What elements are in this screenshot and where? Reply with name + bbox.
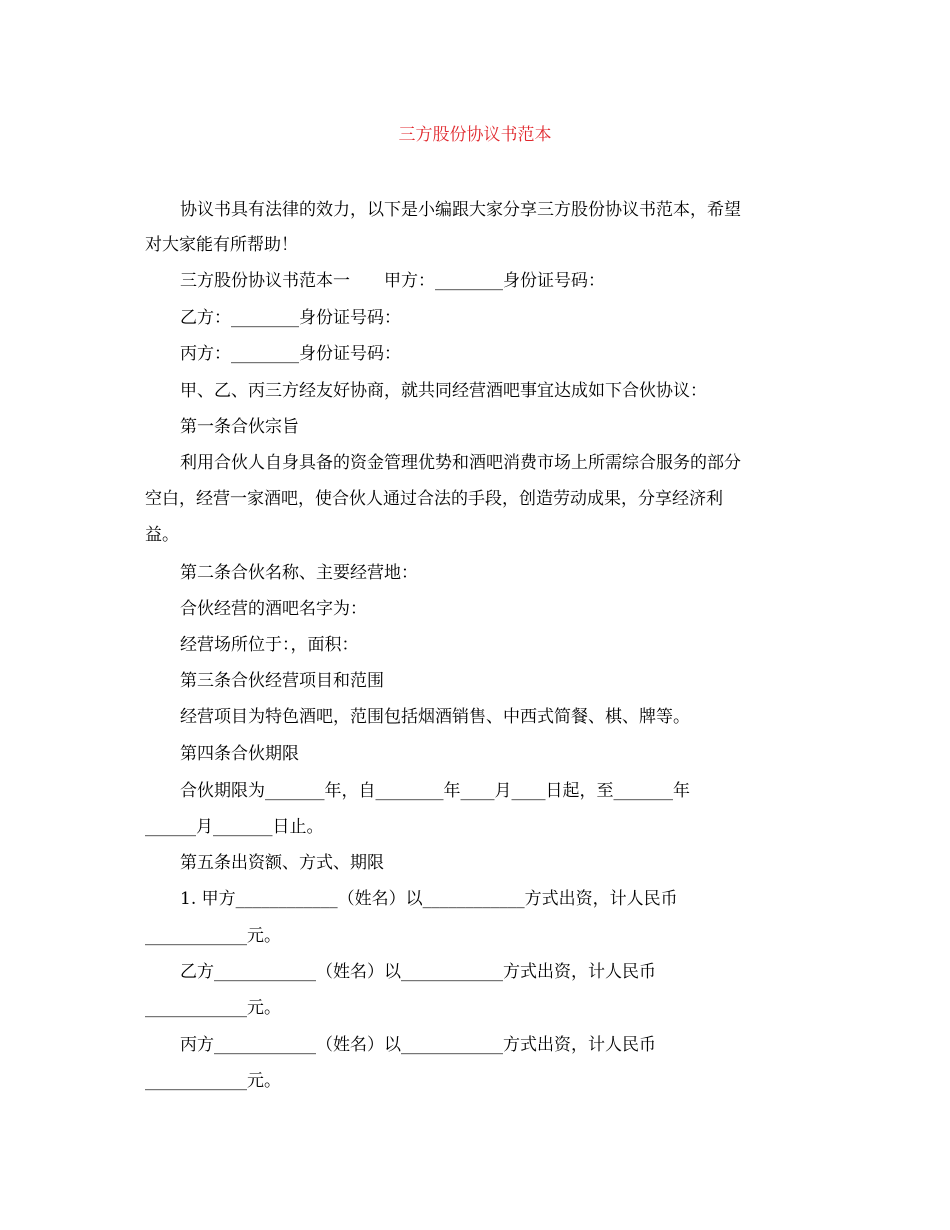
article-2-heading: 第二条合伙名称、主要经营地： — [180, 563, 418, 583]
term-line-2: ______月_______日止。 — [145, 817, 324, 837]
intro-line-1: 协议书具有法律的效力，以下是小编跟大家分享三方股份协议书范本，希望 — [180, 200, 741, 220]
article-1-heading: 第一条合伙宗旨 — [180, 417, 299, 437]
bar-name-line: 合伙经营的酒吧名字为： — [180, 599, 367, 619]
party-c-line: 丙方：________身份证号码： — [180, 344, 401, 364]
article-1-line-2: 空白，经营一家酒吧，使合伙人通过合法的手段，创造劳动成果，分享经济利 — [145, 489, 723, 509]
term-line-1: 合伙期限为_______年，自________年____月____日起，至_______年 — [180, 781, 690, 801]
party-a-line: 三方股份协议书范本一 甲方：________身份证号码： — [180, 271, 605, 291]
capital-party-a-line: 1. 甲方____________（姓名）以____________方式出资，计人民币 — [180, 889, 678, 909]
capital-party-c-amount: ____________元。 — [145, 1071, 281, 1091]
capital-party-a-amount: ____________元。 — [145, 926, 281, 946]
capital-party-c-line: 丙方____________（姓名）以____________方式出资，计人民币 — [180, 1035, 656, 1055]
capital-party-b-amount: ____________元。 — [145, 998, 281, 1018]
article-1-line-1: 利用合伙人自身具备的资金管理优势和酒吧消费市场上所需综合服务的部分 — [180, 453, 741, 473]
document-title: 三方股份协议书范本 — [398, 125, 552, 145]
article-1-line-3: 益。 — [145, 525, 179, 545]
intro-line-2: 对大家能有所帮助！ — [145, 235, 298, 255]
article-4-heading: 第四条合伙期限 — [180, 744, 299, 764]
article-5-heading: 第五条出资额、方式、期限 — [180, 853, 384, 873]
agreement-intro-line: 甲、乙、丙三方经友好协商，就共同经营酒吧事宜达成如下合伙协议： — [180, 381, 707, 401]
location-line: 经营场所位于：，面积： — [180, 635, 359, 655]
business-scope-line: 经营项目为特色酒吧，范围包括烟酒销售、中西式简餐、棋、牌等。 — [180, 707, 690, 727]
capital-party-b-line: 乙方____________（姓名）以____________方式出资，计人民币 — [180, 962, 656, 982]
party-b-line: 乙方：________身份证号码： — [180, 308, 401, 328]
article-3-heading: 第三条合伙经营项目和范围 — [180, 671, 384, 691]
